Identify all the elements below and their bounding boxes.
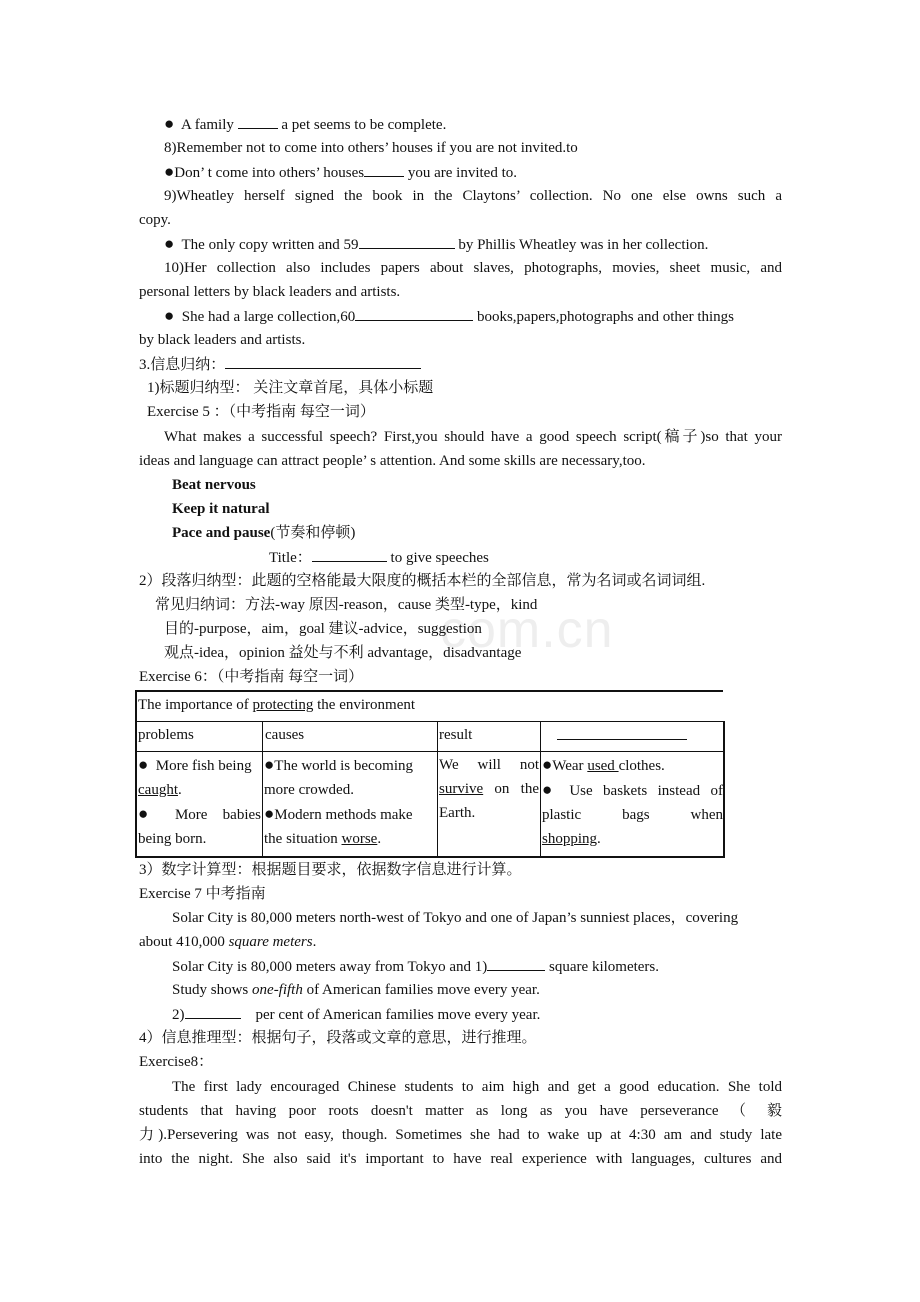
line-copy: copy. bbox=[139, 212, 171, 228]
ex8-paragraph-4: into the night. She also said it's important to have real experience with languages, cultures and bbox=[139, 1151, 782, 1167]
text: square meters bbox=[228, 934, 313, 950]
line-collection: 10)Her collection also includes papers about slaves, photographs, movies, sheet music, and bbox=[164, 260, 782, 276]
text: books,papers,photographs and other things bbox=[473, 309, 734, 325]
text: shopping bbox=[542, 831, 598, 847]
text: a pet seems to be complete. bbox=[277, 117, 447, 133]
text: (节奏和停顿) bbox=[270, 525, 356, 541]
table-border-top bbox=[135, 690, 723, 692]
text: Study shows bbox=[172, 982, 253, 998]
ex5-paragraph-1: What makes a successful speech? First,you should have a good speech script(稿子)so that your bbox=[164, 429, 782, 445]
text: the environment bbox=[313, 697, 416, 713]
exercise-6-heading: Exercise 6：（中考指南 每空一词） bbox=[139, 669, 364, 685]
cause-2 bbox=[264, 802, 437, 827]
line-large-collection bbox=[164, 304, 782, 329]
text: The only copy written and 59 bbox=[181, 237, 359, 253]
line-dont bbox=[164, 160, 782, 185]
problem-1 bbox=[138, 753, 261, 778]
solution-2-end bbox=[542, 827, 723, 851]
ex5-paragraph-2: ideas and language can attract people’ s attention. And some skills are necessary,too. bbox=[139, 453, 646, 469]
line-personal: personal letters by black leaders and artists. bbox=[139, 284, 401, 300]
bullet: ● bbox=[138, 755, 149, 774]
ex7-question-2 bbox=[172, 1002, 782, 1027]
text: by Phillis Wheatley was in her collection. bbox=[454, 237, 709, 253]
line-by-black: by black leaders and artists. bbox=[139, 332, 306, 348]
text: 2) bbox=[172, 1007, 185, 1023]
table-border-left bbox=[135, 690, 137, 856]
table-col-line bbox=[262, 721, 263, 856]
bullet: ● bbox=[264, 755, 275, 774]
ex7-paragraph-1: Solar City is 80,000 meters north-west of Tokyo and one of Japan’s sunniest places，covering bbox=[172, 910, 739, 926]
bullet: ● bbox=[164, 306, 175, 325]
table-col-line bbox=[540, 721, 541, 856]
solutions-cell bbox=[542, 753, 723, 851]
text: She had a large collection,60 bbox=[181, 309, 356, 325]
exercise-7-heading: Exercise 7 中考指南 bbox=[139, 886, 266, 902]
environment-table bbox=[135, 690, 725, 858]
bullet: ● bbox=[264, 804, 275, 823]
text: . bbox=[312, 934, 317, 950]
text: you are invited to. bbox=[404, 165, 517, 181]
result-line-1: We will not bbox=[439, 757, 539, 773]
common-words-3: 观点-idea，opinion 益处与不利 advantage，disadvantage bbox=[164, 645, 522, 661]
section-label: 3.信息归纳： bbox=[139, 357, 226, 373]
table-row-line bbox=[135, 721, 725, 722]
ex8-paragraph-3: 力).Persevering was not easy, though. Sometimes she had to wake up at 4:30 am and study late bbox=[139, 1127, 782, 1143]
problem-1-end bbox=[138, 778, 261, 802]
table-col-line bbox=[437, 721, 438, 856]
text: one-fifth bbox=[252, 982, 303, 998]
ex7-paragraph-2 bbox=[139, 930, 782, 954]
ex7-question-1 bbox=[172, 954, 782, 979]
text: Use baskets instead of bbox=[569, 783, 723, 799]
section-3-2: 2）段落归纳型：此题的空格能最大限度的概括本栏的全部信息，常为名词或名词词组. bbox=[139, 573, 706, 589]
solution-1 bbox=[542, 753, 723, 778]
text: protecting bbox=[252, 697, 314, 713]
text: on the bbox=[483, 781, 539, 797]
text: Don’ t come into others’ houses bbox=[174, 165, 365, 181]
subtitle-keep-natural: Keep it natural bbox=[172, 501, 270, 517]
table-border-right bbox=[723, 721, 725, 856]
exercise-5-heading: Exercise 5 ：（中考指南 每空一词） bbox=[147, 404, 375, 420]
header-result: result bbox=[439, 727, 473, 743]
result-cell bbox=[439, 753, 539, 825]
problem-2 bbox=[138, 802, 261, 827]
text: clothes. bbox=[618, 758, 665, 774]
answer-blank bbox=[364, 160, 404, 177]
ex8-paragraph-1: The first lady encouraged Chinese students to aim high and get a good education. She told bbox=[172, 1079, 782, 1095]
exercise-8-heading: Exercise8： bbox=[139, 1054, 214, 1070]
header-causes: causes bbox=[265, 727, 305, 743]
section-3-4: 4）信息推理型：根据句子，段落或文章的意思，进行推理。 bbox=[139, 1030, 537, 1046]
text: Wear bbox=[552, 758, 588, 774]
answer-blank bbox=[557, 723, 687, 740]
text: The importance of bbox=[138, 697, 253, 713]
bullet: ● bbox=[542, 755, 553, 774]
answer-blank bbox=[312, 545, 387, 562]
section-3-3: 3）数字计算型：根据题目要求，依据数字信息进行计算。 bbox=[139, 862, 522, 878]
text: Solar City is 80,000 meters away from Tokyo and 1) bbox=[172, 959, 488, 975]
answer-blank bbox=[359, 232, 455, 249]
text: the situation bbox=[264, 831, 342, 847]
subtitle-pace bbox=[172, 521, 782, 545]
text: used bbox=[587, 758, 619, 774]
bullet: ● bbox=[138, 804, 160, 823]
section-3-1: 1)标题归纳型： 关注文章首尾，具体小标题 bbox=[147, 380, 434, 396]
text: . bbox=[597, 831, 601, 847]
line-a-family bbox=[164, 112, 782, 137]
common-words-1: 常见归纳词：方法-way 原因-reason，cause 类型-type，kind bbox=[155, 597, 538, 613]
answer-blank bbox=[185, 1002, 241, 1019]
bullet: ● bbox=[164, 234, 175, 253]
table-title bbox=[138, 693, 718, 717]
text: per cent of American families move every year. bbox=[240, 1007, 541, 1023]
text: survive bbox=[439, 781, 484, 797]
header-blank bbox=[557, 723, 717, 748]
causes-cell bbox=[264, 753, 437, 851]
problems-cell bbox=[138, 753, 261, 851]
text: . bbox=[377, 831, 382, 847]
common-words-2: 目的-purpose，aim，goal 建议-advice，suggestion bbox=[164, 621, 482, 637]
line-only-copy bbox=[164, 232, 782, 257]
solution-2 bbox=[542, 778, 723, 803]
text: Modern methods make bbox=[274, 807, 413, 823]
section-3 bbox=[139, 352, 782, 377]
text: More fish being bbox=[155, 758, 252, 774]
answer-blank bbox=[487, 954, 545, 971]
text: A family bbox=[180, 117, 238, 133]
table-row-line bbox=[135, 751, 725, 752]
text: to give speeches bbox=[386, 550, 489, 566]
watermark: com.cn bbox=[440, 601, 614, 659]
bullet: ● bbox=[164, 114, 175, 133]
answer-blank bbox=[355, 304, 473, 321]
text: More babies bbox=[174, 807, 261, 823]
ex8-paragraph-2: students that having poor roots doesn't matter as long as you have perseverance （ 毅 bbox=[139, 1103, 782, 1119]
line-wheatley: 9)Wheatley herself signed the book in the Claytons’ collection. No one else owns such a bbox=[164, 188, 782, 204]
text: of American families move every year. bbox=[302, 982, 540, 998]
line-remember: 8)Remember not to come into others’ houses if you are not invited.to bbox=[164, 140, 578, 156]
text: The world is becoming bbox=[274, 758, 414, 774]
text: caught bbox=[138, 782, 178, 798]
subtitle-beat-nervous: Beat nervous bbox=[172, 477, 256, 493]
answer-blank bbox=[225, 352, 421, 369]
cause-1-end: more crowded. bbox=[264, 782, 354, 798]
header-problems: problems bbox=[138, 727, 194, 743]
result-line-2 bbox=[439, 777, 539, 801]
result-line-3: Earth. bbox=[439, 805, 476, 821]
title-line bbox=[269, 545, 769, 570]
solution-2-cont: plastic bags when bbox=[542, 807, 723, 823]
bullet: ● bbox=[542, 780, 559, 799]
text: worse bbox=[341, 831, 378, 847]
text: Title： bbox=[269, 550, 312, 566]
cause-2-end bbox=[264, 827, 437, 851]
text: Pace and pause bbox=[172, 525, 271, 541]
cause-1 bbox=[264, 753, 437, 778]
text: square kilometers. bbox=[545, 959, 660, 975]
text: about 410,000 bbox=[139, 934, 229, 950]
ex7-study bbox=[172, 978, 782, 1002]
bullet: ● bbox=[164, 162, 175, 181]
answer-blank bbox=[238, 112, 278, 129]
problem-2-end: being born. bbox=[138, 831, 207, 847]
text: . bbox=[177, 782, 182, 798]
